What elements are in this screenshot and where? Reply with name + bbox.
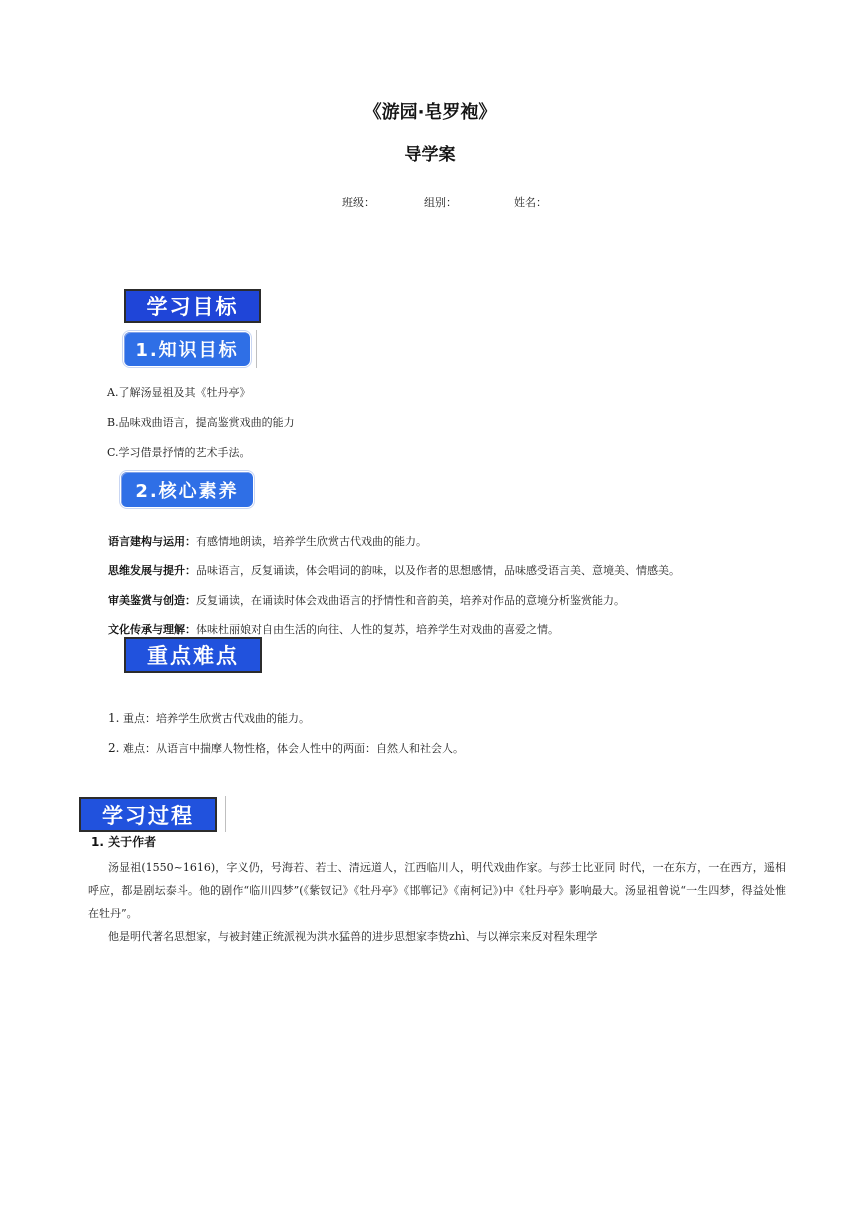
study-process-badge: 学习过程: [79, 797, 217, 832]
key-points-badge: 重点难点: [124, 637, 262, 673]
badge-divider: [225, 796, 226, 832]
key-point-text: 重点：培养学生欣赏古代戏曲的能力。: [122, 712, 310, 725]
core-literacy-label: 审美鉴赏与创造：: [108, 594, 196, 607]
key-point-number: 2.: [108, 741, 120, 755]
key-point-text: 难点：从语言中揣摩人物性格，体会人性中的两面：自然人和社会人。: [122, 742, 464, 755]
key-point-number: 1.: [108, 711, 120, 725]
process-item-heading: 1. 关于作者: [91, 835, 157, 849]
key-point-item: [108, 740, 464, 756]
core-literacy-item: [108, 562, 808, 578]
author-paragraph: 汤显祖(1550~1616)，字义仍，号海若、若士、清远道人，江西临川人，明代戏曲作家。与莎士比亚同 时代，一在东方，一在西方，遥相呼应，都是剧坛泰斗。他的剧作“临川四梦”(《紫钗记》《牡丹亭》《邯郸记》《南柯记》)中《牡丹亭》影响最大。汤显祖曾说“一生四梦，得益处惟在牡丹”。: [88, 861, 786, 920]
name-label: 姓名：: [514, 196, 547, 209]
core-literacy-text: 体味杜丽娘对自由生活的向往、人性的复苏，培养学生对戏曲的喜爱之情。: [196, 623, 559, 636]
core-literacy-label: 文化传承与理解：: [108, 623, 196, 636]
core-literacy-label: 语言建构与运用：: [108, 535, 196, 548]
group-label: 组别：: [424, 196, 457, 209]
knowledge-goal-item: C.学习借景抒情的艺术手法。: [107, 446, 251, 459]
core-literacy-badge: 2.核心素养: [121, 472, 253, 507]
key-point-item: [108, 710, 310, 726]
author-paragraph: 他是明代著名思想家，与被封建正统派视为洪水猛兽的进步思想家李贽zhì、与以禅宗来反对程朱理学: [108, 930, 598, 943]
core-literacy-text: 品味语言，反复诵读，体会唱词的韵味，以及作者的思想感情，品味感受语言美、意境美、情感美。: [196, 564, 680, 577]
study-goals-badge: 学习目标: [124, 289, 261, 323]
class-label: 班级：: [342, 196, 375, 209]
core-literacy-item: [108, 621, 808, 637]
knowledge-goal-item: A.了解汤显祖及其《牡丹亭》: [107, 386, 251, 399]
knowledge-goal-item: B.品味戏曲语言，提高鉴赏戏曲的能力: [107, 416, 295, 429]
core-literacy-item: [108, 592, 808, 608]
document-subtitle: 导学案: [404, 145, 456, 165]
core-literacy-text: 反复诵读，在诵读时体会戏曲语言的抒情性和音韵美，培养对作品的意境分析鉴赏能力。: [196, 594, 625, 607]
knowledge-goals-badge: 1.知识目标: [124, 332, 250, 366]
badge-divider: [256, 330, 257, 368]
core-literacy-item: [108, 533, 808, 549]
core-literacy-text: 有感情地朗读，培养学生欣赏古代戏曲的能力。: [196, 535, 427, 548]
core-literacy-label: 思维发展与提升：: [108, 564, 196, 577]
document-title: 《游园·皂罗袍》: [363, 102, 497, 123]
